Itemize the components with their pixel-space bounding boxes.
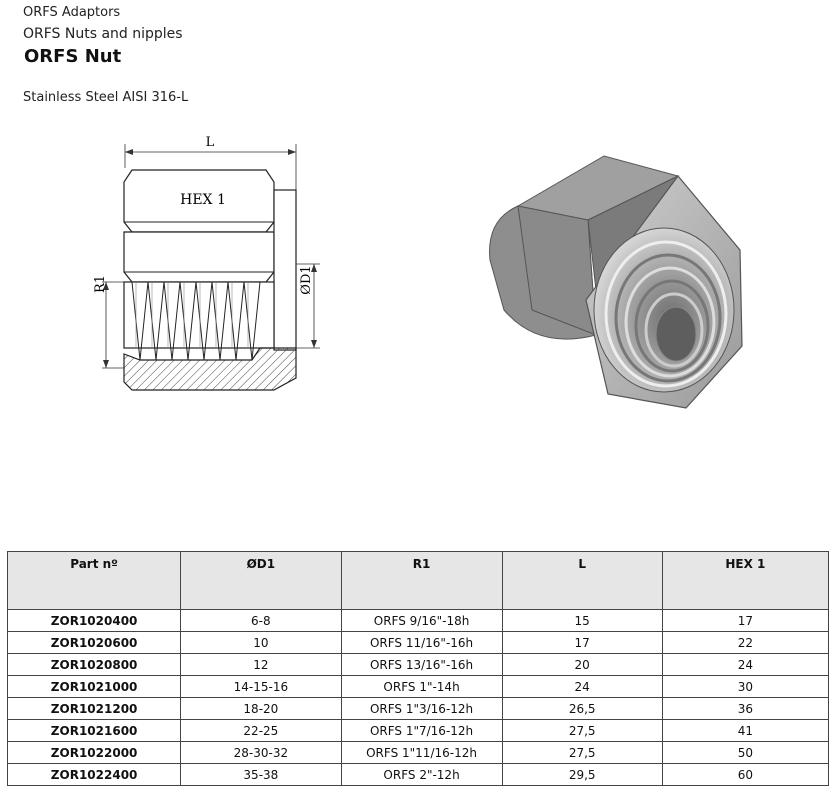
- d1-cell: 22-25: [181, 720, 341, 742]
- l-cell: 20: [502, 654, 662, 676]
- r1-cell: ORFS 13/16"-16h: [341, 654, 502, 676]
- d1-cell: 35-38: [181, 764, 341, 786]
- d1-cell: 12: [181, 654, 341, 676]
- d1-cell: 28-30-32: [181, 742, 341, 764]
- table-row: [8, 742, 829, 764]
- l-cell: 26,5: [502, 698, 662, 720]
- hex1-cell: 41: [662, 720, 828, 742]
- hex1-cell: 50: [662, 742, 828, 764]
- hex1-cell: 17: [662, 610, 828, 632]
- table-row: [8, 676, 829, 698]
- technical-drawing: [88, 132, 328, 404]
- table-row: [8, 764, 829, 786]
- d1-cell: 14-15-16: [181, 676, 341, 698]
- r1-cell: ORFS 2"-12h: [341, 764, 502, 786]
- r1-cell: ORFS 1"11/16-12h: [341, 742, 502, 764]
- part-number-cell: ZOR1020800: [8, 654, 181, 676]
- part-number-cell: ZOR1021600: [8, 720, 181, 742]
- d1-cell: 6-8: [181, 610, 341, 632]
- breadcrumb-category: ORFS Adaptors: [23, 5, 121, 20]
- l-cell: 27,5: [502, 720, 662, 742]
- r1-cell: ORFS 1"3/16-12h: [341, 698, 502, 720]
- hex1-cell: 24: [662, 654, 828, 676]
- part-number-cell: ZOR1022000: [8, 742, 181, 764]
- table-row: [8, 720, 829, 742]
- column-header-d1: ØD1: [181, 552, 341, 610]
- column-header-part-no: Part nº: [8, 552, 181, 610]
- hex1-cell: 22: [662, 632, 828, 654]
- column-header-hex1: HEX 1: [662, 552, 828, 610]
- part-number-cell: ZOR1020400: [8, 610, 181, 632]
- r1-cell: ORFS 1"-14h: [341, 676, 502, 698]
- l-cell: 15: [502, 610, 662, 632]
- table-row: [8, 698, 829, 720]
- l-cell: 17: [502, 632, 662, 654]
- d1-cell: 18-20: [181, 698, 341, 720]
- part-number-cell: ZOR1021200: [8, 698, 181, 720]
- dimension-label-r1: R1: [93, 274, 108, 294]
- r1-cell: ORFS 11/16"-16h: [341, 632, 502, 654]
- column-header-r1: R1: [341, 552, 502, 610]
- r1-cell: ORFS 9/16"-18h: [341, 610, 502, 632]
- table-row: [8, 654, 829, 676]
- l-cell: 27,5: [502, 742, 662, 764]
- part-number-cell: ZOR1020600: [8, 632, 181, 654]
- column-header-l: L: [502, 552, 662, 610]
- dimension-label-l: L: [205, 135, 215, 150]
- table-row: [8, 632, 829, 654]
- dimension-label-d1: ØD1: [299, 265, 314, 295]
- hex1-cell: 60: [662, 764, 828, 786]
- part-number-cell: ZOR1022400: [8, 764, 181, 786]
- hex1-cell: 36: [662, 698, 828, 720]
- table-header-row: [8, 552, 829, 610]
- d1-cell: 10: [181, 632, 341, 654]
- part-number-cell: ZOR1021000: [8, 676, 181, 698]
- page-title: ORFS Nut: [24, 46, 122, 67]
- l-cell: 29,5: [502, 764, 662, 786]
- l-cell: 24: [502, 676, 662, 698]
- nut-3d-render: [478, 150, 768, 430]
- r1-cell: ORFS 1"7/16-12h: [341, 720, 502, 742]
- table-row: [8, 610, 829, 632]
- material-description: Stainless Steel AISI 316-L: [23, 90, 189, 105]
- hex1-cell: 30: [662, 676, 828, 698]
- hex-label: HEX 1: [180, 192, 226, 208]
- breadcrumb-subcategory: ORFS Nuts and nipples: [23, 26, 183, 42]
- specs-table: [7, 551, 829, 786]
